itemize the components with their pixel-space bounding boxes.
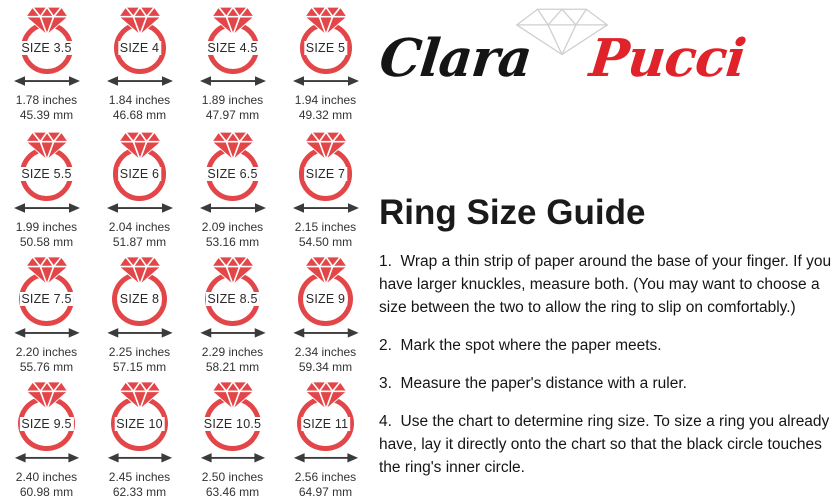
diameter-mm: 50.58 mm	[19, 234, 74, 249]
brand-name-first: Clara	[376, 28, 535, 89]
ring-size-cell	[279, 375, 372, 500]
ring-size-cell	[93, 0, 186, 125]
diameter-mm: 63.46 mm	[205, 485, 260, 500]
ring-size-label: SIZE 11	[302, 416, 349, 431]
diameter-mm: 55.76 mm	[19, 359, 74, 374]
diameter-mm: 59.34 mm	[298, 359, 353, 374]
ring-size-cell	[93, 375, 186, 500]
diameter-arrow-icon	[200, 452, 266, 464]
ring-size-label: SIZE 7.5	[21, 291, 72, 306]
diamond-gem-icon	[26, 255, 68, 286]
diameter-mm: 47.97 mm	[205, 108, 260, 122]
ring-measurements	[202, 470, 263, 500]
instructions-list	[379, 250, 835, 494]
diamond-gem-icon	[119, 255, 161, 286]
diameter-inches: 2.25 inches	[108, 344, 171, 359]
diameter-arrow-icon	[200, 75, 266, 87]
diameter-mm: 51.87 mm	[112, 234, 167, 249]
diameter-inches: 1.89 inches	[201, 93, 264, 107]
diameter-inches: 2.50 inches	[201, 470, 264, 485]
ring-size-label: SIZE 7	[305, 166, 346, 181]
ring-size-cell	[279, 125, 372, 250]
diamond-gem-icon	[212, 255, 254, 286]
instruction-step: 3. Measure the paper's distance with a ruler.	[379, 375, 687, 392]
brand-name-second: Pucci	[586, 28, 749, 89]
ring-size-cell	[186, 375, 279, 500]
diameter-arrow-icon	[293, 327, 359, 339]
guide-panel	[378, 0, 839, 501]
diameter-mm: 53.16 mm	[205, 234, 260, 249]
diameter-mm: 64.97 mm	[298, 485, 353, 500]
instruction-step: 4. Use the chart to determine ring size. To size a ring you already have, lay it directly onto the chart so that the black circle touches the ring's inner circle.	[379, 413, 830, 476]
diameter-inches: 2.29 inches	[201, 344, 264, 359]
ring-size-label: SIZE 6	[119, 166, 160, 181]
diamond-gem-icon	[212, 380, 254, 410]
ring-size-cell	[186, 0, 279, 125]
diameter-mm: 45.39 mm	[19, 108, 74, 122]
diameter-mm: 54.50 mm	[298, 234, 353, 249]
diameter-mm: 46.68 mm	[112, 108, 167, 122]
diameter-arrow-icon	[293, 452, 359, 464]
page-title: Ring Size Guide	[379, 193, 646, 232]
diameter-inches: 2.56 inches	[294, 470, 357, 485]
diamond-gem-icon	[305, 5, 347, 36]
diameter-inches: 2.09 inches	[201, 219, 264, 234]
diameter-inches: 2.04 inches	[108, 219, 171, 234]
ring-measurements	[16, 470, 77, 500]
diamond-gem-icon	[305, 130, 347, 161]
ring-size-label: SIZE 9.5	[21, 416, 72, 431]
ring-size-label: SIZE 10	[116, 416, 163, 431]
ring-size-label: SIZE 6.5	[207, 166, 258, 181]
ring-size-cell	[0, 125, 93, 250]
ring-size-label: SIZE 4	[119, 41, 160, 55]
ring-size-label: SIZE 8	[119, 291, 160, 306]
diamond-gem-icon	[212, 5, 254, 36]
ring-measurements	[295, 93, 356, 123]
diameter-inches: 1.99 inches	[15, 219, 78, 234]
diameter-arrow-icon	[107, 452, 173, 464]
ring-size-chart	[0, 0, 374, 501]
diameter-inches: 2.15 inches	[294, 219, 357, 234]
ring-size-cell	[186, 125, 279, 250]
ring-size-label: SIZE 5.5	[21, 166, 72, 181]
diameter-mm: 57.15 mm	[112, 359, 167, 374]
ring-measurements	[109, 220, 170, 250]
ring-measurements	[109, 93, 170, 123]
diameter-arrow-icon	[14, 75, 80, 87]
diameter-inches: 2.20 inches	[15, 344, 78, 359]
diameter-mm: 60.98 mm	[19, 485, 74, 500]
ring-size-cell	[0, 375, 93, 500]
diameter-inches: 2.45 inches	[108, 470, 171, 485]
ring-size-label: SIZE 3.5	[21, 41, 72, 55]
ring-size-label: SIZE 9	[305, 291, 346, 306]
ring-size-cell	[279, 250, 372, 375]
ring-measurements	[16, 93, 77, 123]
diamond-gem-icon	[26, 130, 68, 161]
diameter-arrow-icon	[200, 327, 266, 339]
ring-size-cell	[0, 0, 93, 125]
ring-size-label: SIZE 5	[305, 41, 346, 55]
diameter-arrow-icon	[107, 327, 173, 339]
ring-measurements	[202, 220, 263, 250]
diameter-arrow-icon	[14, 202, 80, 214]
ring-measurements	[295, 470, 356, 500]
ring-measurements	[16, 345, 77, 375]
diameter-arrow-icon	[107, 202, 173, 214]
diamond-gem-icon	[119, 5, 161, 36]
diameter-inches: 1.94 inches	[294, 93, 357, 107]
diamond-gem-icon	[305, 255, 347, 286]
ring-measurements	[202, 93, 263, 123]
ring-measurements	[109, 345, 170, 375]
diameter-mm: 62.33 mm	[112, 485, 167, 500]
ring-size-cell	[0, 250, 93, 375]
diameter-arrow-icon	[200, 202, 266, 214]
diamond-gem-icon	[305, 380, 347, 410]
ring-size-label: SIZE 4.5	[207, 41, 258, 55]
ring-size-cell	[93, 250, 186, 375]
diameter-arrow-icon	[14, 452, 80, 464]
ring-measurements	[109, 470, 170, 500]
ring-size-label: SIZE 8.5	[207, 291, 258, 306]
ring-size-cell	[93, 125, 186, 250]
ring-measurements	[295, 220, 356, 250]
ring-measurements	[16, 220, 77, 250]
diamond-gem-icon	[212, 130, 254, 161]
diamond-gem-icon	[26, 380, 68, 410]
diamond-gem-icon	[119, 130, 161, 161]
diameter-mm: 58.21 mm	[205, 359, 260, 374]
instruction-step: 2. Mark the spot where the paper meets.	[379, 337, 662, 354]
diamond-gem-icon	[26, 5, 68, 36]
diameter-inches: 2.34 inches	[294, 344, 357, 359]
ring-size-label: SIZE 10.5	[203, 416, 262, 431]
ring-measurements	[202, 345, 263, 375]
diameter-arrow-icon	[293, 75, 359, 87]
diamond-gem-icon	[119, 380, 161, 410]
diameter-arrow-icon	[107, 75, 173, 87]
diameter-mm: 49.32 mm	[298, 108, 353, 122]
instruction-step: 1. Wrap a thin strip of paper around the base of your finger. If you have larger knuckles, measure both. (You may want to choose a size between the two to allow the ring to slip on comfortably.)	[379, 253, 832, 316]
diameter-inches: 1.84 inches	[108, 93, 171, 107]
brand-logo	[378, 4, 798, 109]
ring-measurements	[295, 345, 356, 375]
diameter-inches: 2.40 inches	[15, 470, 78, 485]
ring-size-cell	[186, 250, 279, 375]
ring-size-cell	[279, 0, 372, 125]
diameter-inches: 1.78 inches	[15, 93, 78, 107]
diameter-arrow-icon	[293, 202, 359, 214]
diameter-arrow-icon	[14, 327, 80, 339]
